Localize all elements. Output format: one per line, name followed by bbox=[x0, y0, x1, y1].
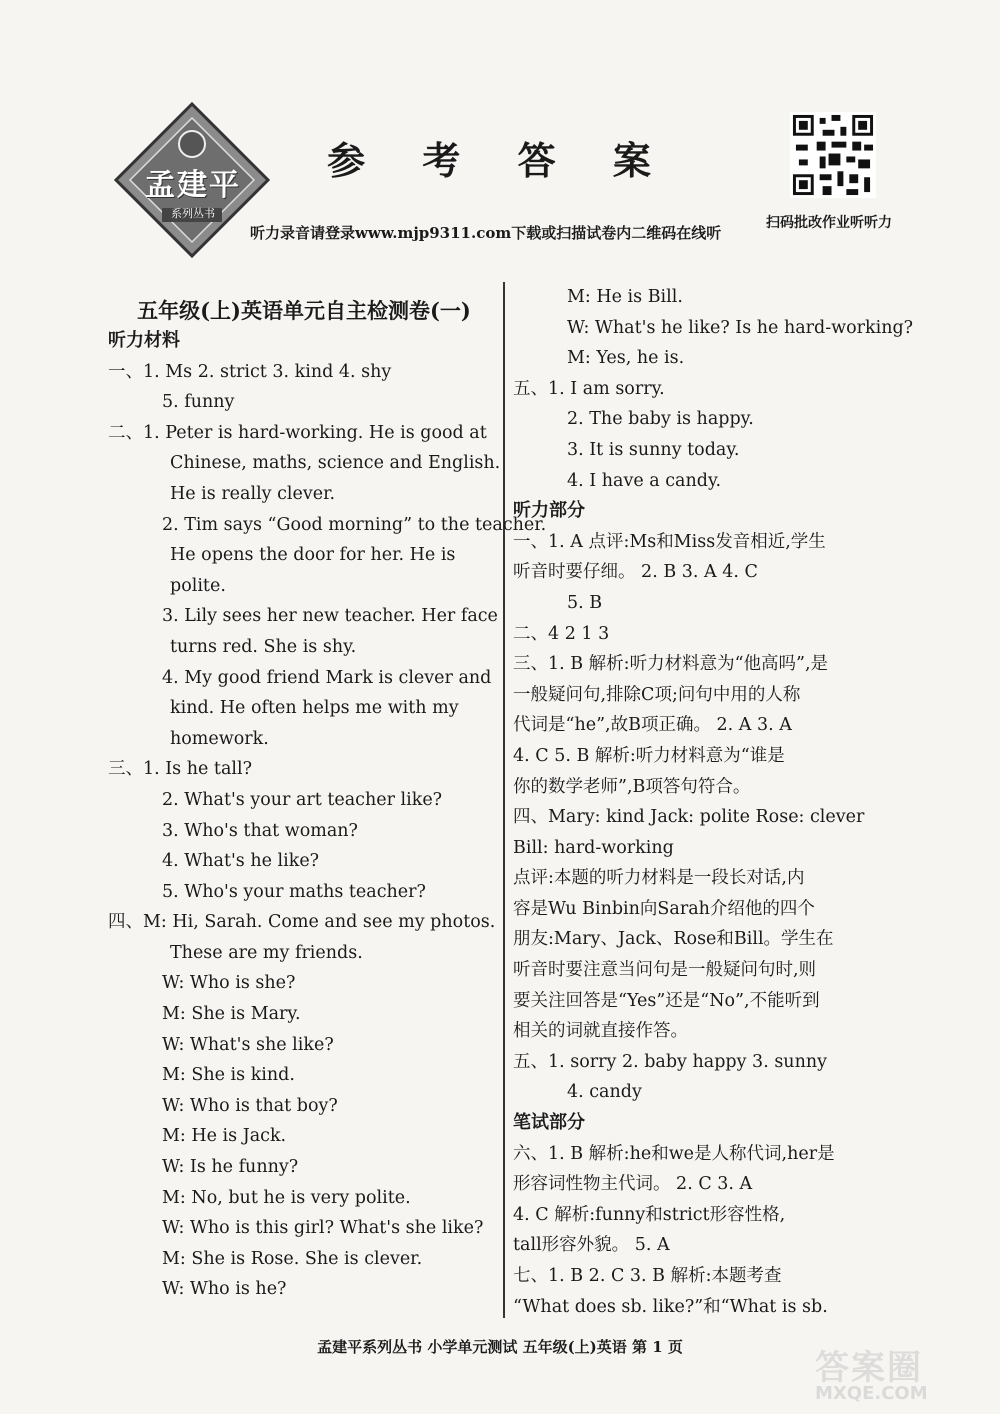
text-line: 相关的词就直接作答。 bbox=[513, 1021, 688, 1042]
text-line: W: Is he funny? bbox=[162, 1157, 299, 1178]
text-line: 4. My good friend Mark is clever and bbox=[162, 667, 492, 688]
qr-caption: 扫码批改作业听听力 bbox=[766, 215, 892, 231]
right-column bbox=[513, 282, 914, 1322]
text-line: 点评:本题的听力材料是一段长对话,内 bbox=[513, 868, 805, 889]
text-line: M: He is Bill. bbox=[567, 287, 683, 307]
text-line: Bill: hard-working bbox=[513, 837, 674, 858]
text-line: 5. Who's your maths teacher? bbox=[162, 881, 426, 902]
text-line: 5. funny bbox=[162, 392, 235, 413]
text-line: 朋友:Mary、Jack、Rose和Bill。学生在 bbox=[513, 929, 834, 950]
text-line: 一、1. A 点评:Ms和Miss发音相近,学生 bbox=[513, 531, 826, 552]
text-line: 3. Who's that woman? bbox=[162, 820, 358, 841]
text-line: W: Who is he? bbox=[162, 1279, 287, 1300]
text-line: 4. C 5. B 解析:听力材料意为“谁是 bbox=[513, 745, 785, 766]
section-title: 笔试部分 bbox=[513, 1112, 585, 1134]
text-line: 代词是“he”,故B项正确。 2. A 3. A bbox=[513, 715, 792, 736]
text-line: 你的数学老师”,B项答句符合。 bbox=[513, 776, 751, 797]
text-line: tall形容外貌。 5. A bbox=[513, 1235, 670, 1256]
text-line: 5. B bbox=[567, 592, 603, 613]
section-heading: 五年级(上)英语单元自主检测卷(一) bbox=[137, 298, 471, 323]
text-line: 四、Mary: kind Jack: polite Rose: clever bbox=[513, 807, 865, 828]
text-line: 一般疑问句,排除C项;问句中用的人称 bbox=[513, 684, 801, 705]
text-line: M: Yes, he is. bbox=[567, 348, 685, 369]
text-line: 4. C 解析:funny和strict形容性格, bbox=[513, 1204, 786, 1225]
text-line: 一、1. Ms 2. strict 3. kind 4. shy bbox=[108, 361, 392, 382]
section-title: 听力部分 bbox=[513, 500, 585, 522]
text-line: 3. It is sunny today. bbox=[567, 439, 740, 460]
text-line: kind. He often helps me with my bbox=[170, 698, 459, 719]
brand-name: 孟建平 bbox=[145, 168, 241, 203]
text-line: 听音时要注意当问句是一般疑问句时,则 bbox=[513, 960, 817, 981]
watermark-mark: 答案圈 bbox=[815, 1348, 923, 1388]
text-line: 4. I have a candy. bbox=[567, 470, 722, 491]
text-line: 五、1. I am sorry. bbox=[513, 378, 665, 399]
qr-code-icon[interactable] bbox=[790, 112, 876, 198]
text-line: M: He is Jack. bbox=[162, 1126, 287, 1147]
watermark bbox=[815, 1340, 965, 1404]
text-line: 2. Tim says “Good morning” to the teacher. bbox=[162, 514, 547, 535]
text-line: 四、M: Hi, Sarah. Come and see my photos. bbox=[108, 912, 496, 933]
text-line: W: Who is she? bbox=[162, 973, 296, 994]
text-line: 2. The baby is happy. bbox=[567, 409, 754, 430]
listening-instructions: 听力录音请登录www.mjp9311.com下载或扫描试卷内二维码在线听 bbox=[250, 224, 722, 242]
text-line: M: She is kind. bbox=[162, 1065, 295, 1086]
page-footer: 孟建平系列丛书 小学单元测试 五年级(上)英语 第 1 页 bbox=[317, 1338, 683, 1356]
text-line: 七、1. B 2. C 3. B 解析:本题考查 bbox=[513, 1266, 782, 1286]
text-line: 听音时要仔细。 2. B 3. A 4. C bbox=[513, 562, 758, 583]
text-line: 容是Wu Binbin向Sarah介绍他的四个 bbox=[513, 898, 815, 919]
text-line: He is really clever. bbox=[170, 483, 336, 504]
text-line: W: Who is that boy? bbox=[162, 1095, 338, 1116]
section-title: 听力材料 bbox=[108, 330, 180, 351]
text-line: 4. What's he like? bbox=[162, 851, 320, 872]
text-line: 形容词性物主代词。 2. C 3. A bbox=[513, 1174, 753, 1195]
text-line: These are my friends. bbox=[170, 942, 363, 963]
text-line: W: What's he like? Is he hard-working? bbox=[567, 317, 914, 338]
text-line: He opens the door for her. He is bbox=[170, 545, 456, 566]
text-line: M: She is Mary. bbox=[162, 1004, 301, 1025]
text-line: 要关注回答是“Yes”还是“No”,不能听到 bbox=[513, 990, 820, 1011]
text-line: 4. candy bbox=[567, 1082, 642, 1103]
text-line: 3. Lily sees her new teacher. Her face bbox=[162, 606, 498, 627]
text-line: “What does sb. like?”和“What is sb. bbox=[513, 1296, 828, 1317]
text-line: 三、1. B 解析:听力材料意为“他高吗”,是 bbox=[513, 654, 829, 675]
brand-sub: 系列丛书 bbox=[171, 207, 215, 220]
text-line: turns red. She is shy. bbox=[170, 636, 357, 657]
left-column bbox=[108, 282, 547, 1305]
text-line: 二、4 2 1 3 bbox=[513, 623, 610, 644]
text-line: homework. bbox=[170, 728, 269, 749]
text-line: W: Who is this girl? What's she like? bbox=[162, 1218, 484, 1239]
text-line: 三、1. Is he tall? bbox=[108, 759, 252, 780]
text-line: M: She is Rose. She is clever. bbox=[162, 1248, 423, 1269]
text-line: Chinese, maths, science and English. bbox=[170, 453, 501, 474]
text-line: M: No, but he is very polite. bbox=[162, 1187, 411, 1208]
page-title: 参 考 答 案 bbox=[327, 138, 673, 183]
text-line: 二、1. Peter is hard-working. He is good at bbox=[108, 422, 487, 443]
text-line: W: What's she like? bbox=[162, 1034, 334, 1055]
text-line: polite. bbox=[170, 575, 226, 596]
watermark-url: MXQE.COM bbox=[815, 1383, 928, 1404]
text-line: 六、1. B 解析:he和we是人称代词,her是 bbox=[513, 1143, 835, 1164]
column-divider bbox=[503, 282, 505, 1318]
text-line: 2. What's your art teacher like? bbox=[162, 789, 443, 810]
text-line: 五、1. sorry 2. baby happy 3. sunny bbox=[513, 1051, 828, 1072]
